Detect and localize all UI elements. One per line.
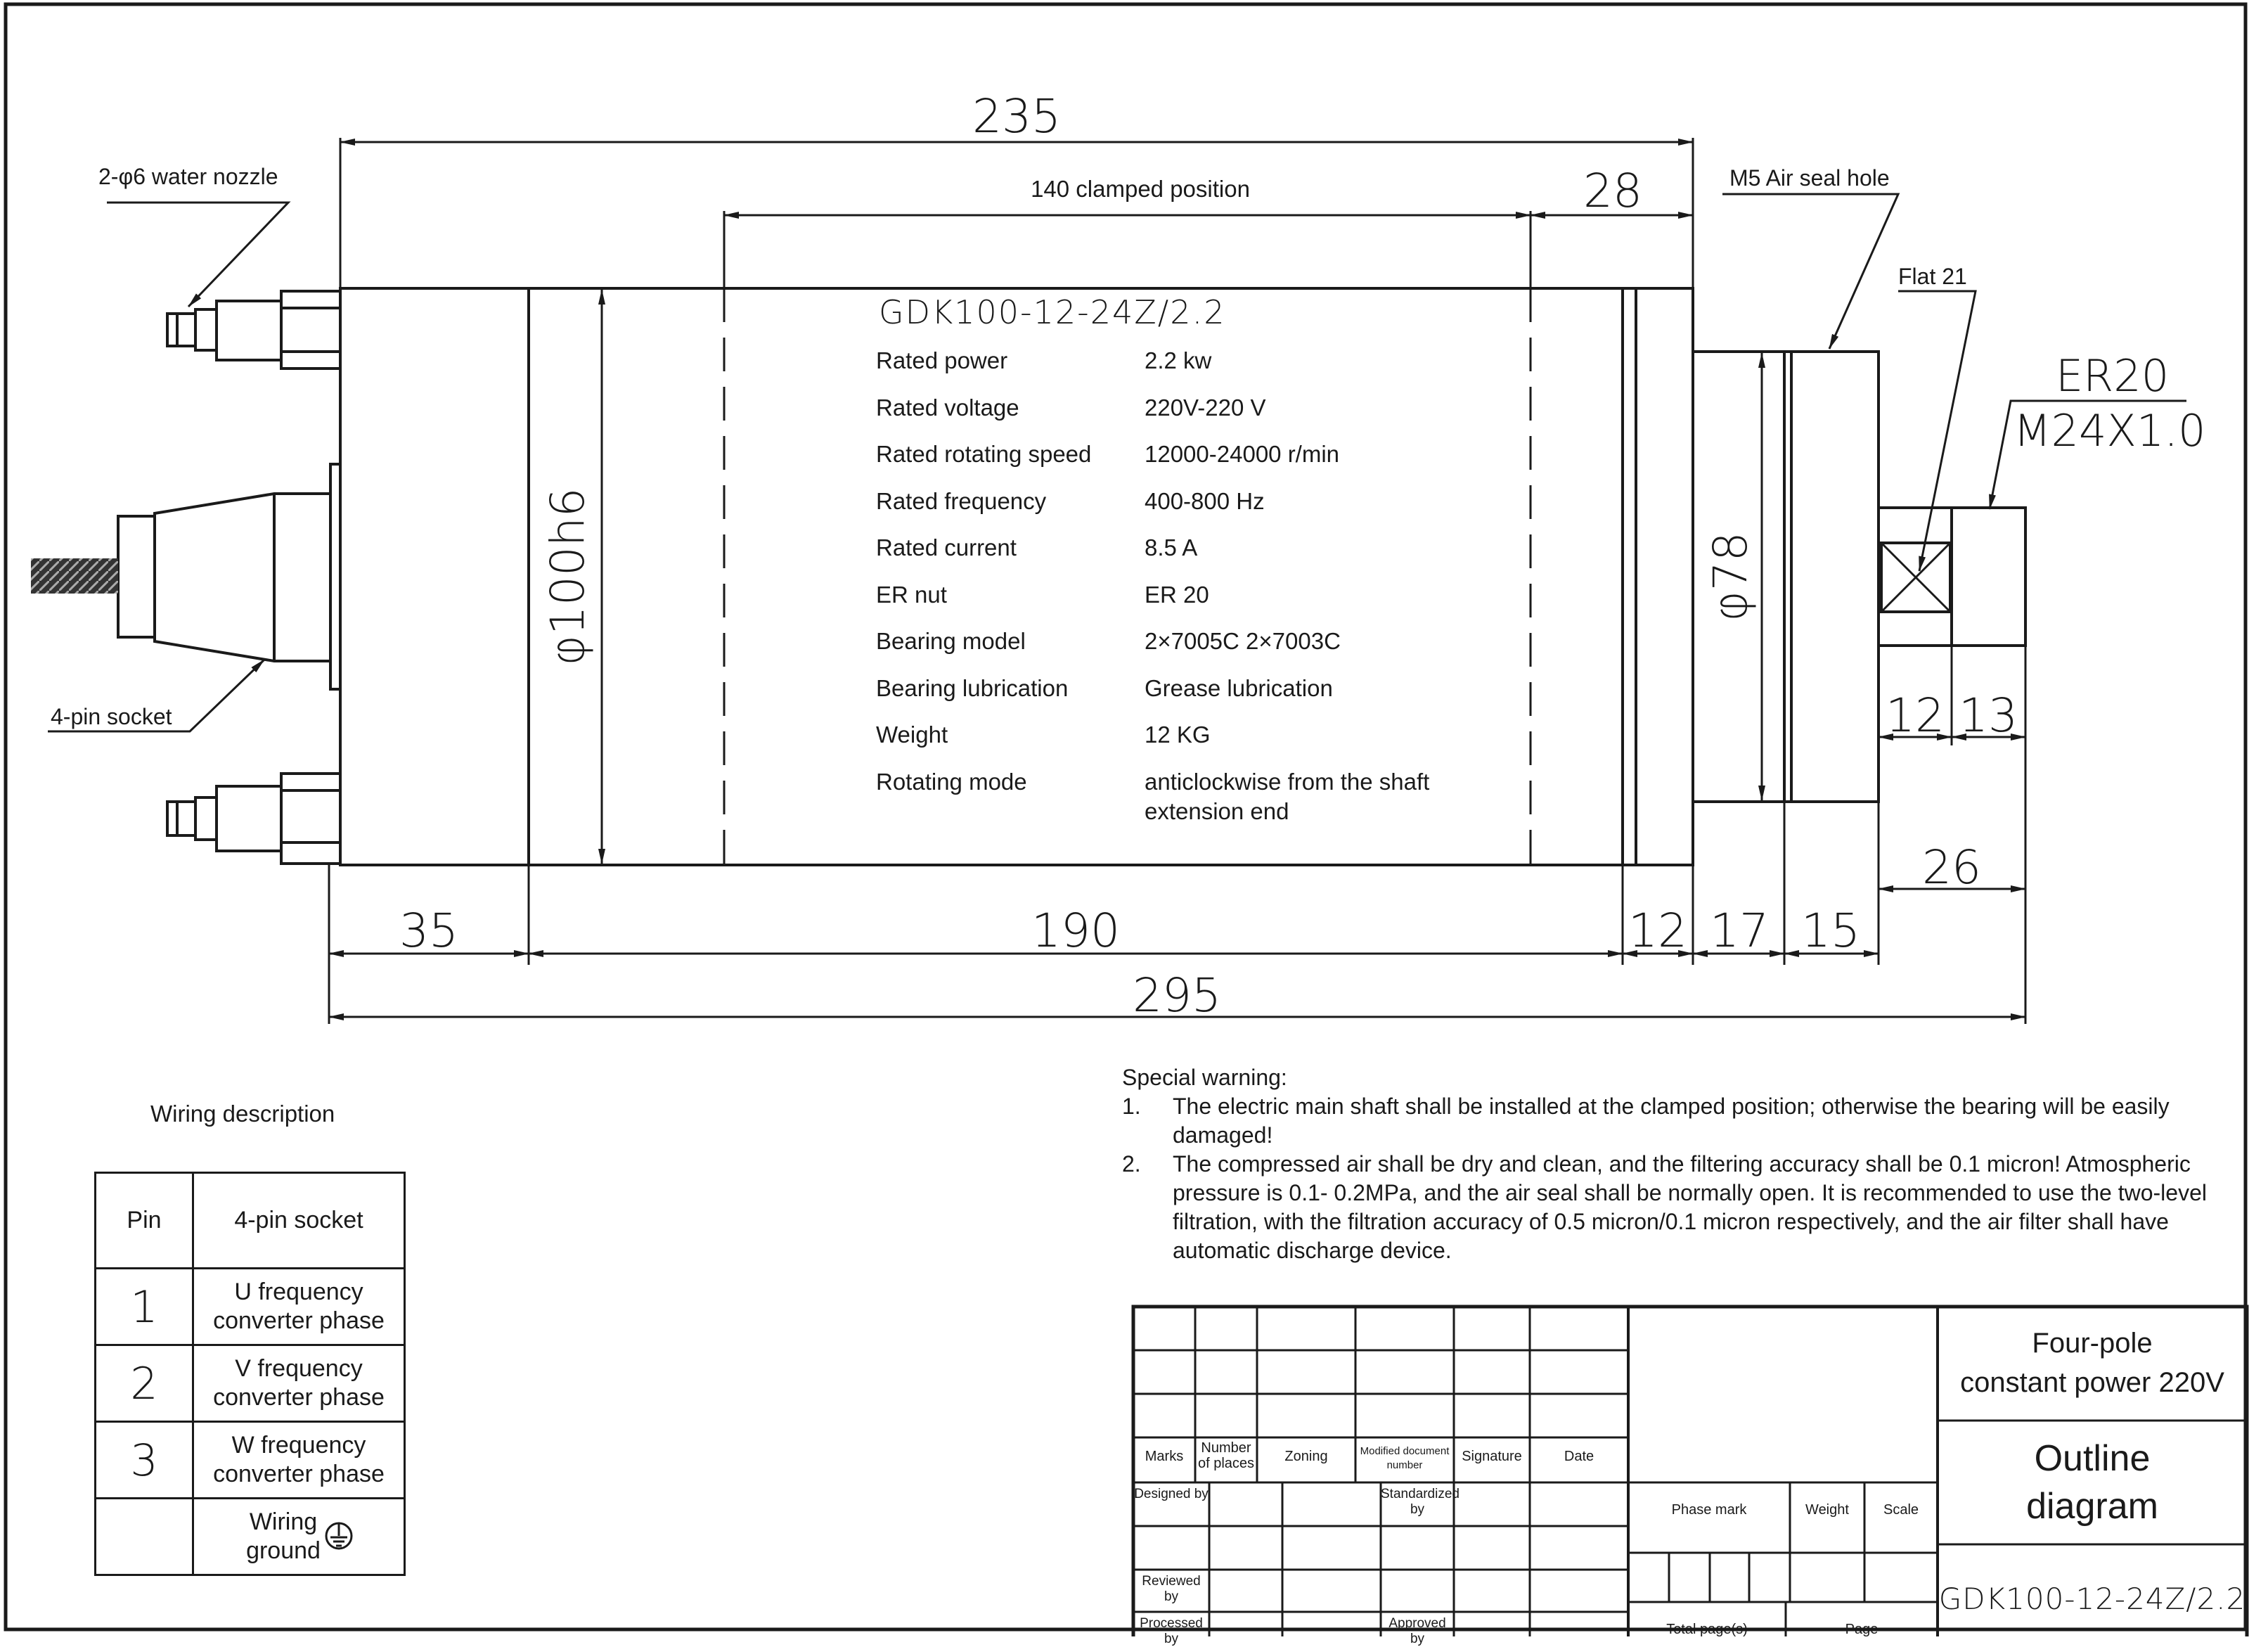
tb-places: Number of places [1197,1440,1255,1471]
dim-35: 35 [399,904,458,958]
dim-140-clamped: 140 clamped position [1031,176,1250,202]
pin-number [96,1499,193,1575]
spec-table [876,338,1468,835]
spec-value: 400-800 Hz [1145,487,1265,514]
spec-label: Weight [876,722,948,748]
spec-value: 220V-220 V [1145,394,1266,421]
spec-row [876,431,1468,478]
spec-label: Rated frequency [876,487,1047,514]
pin-description: V frequency converter phase [193,1345,405,1422]
spec-row [876,712,1468,759]
tb-signature: Signature [1462,1449,1522,1464]
spec-value: 2.2 kw [1145,347,1212,373]
spec-label: ER nut [876,581,947,608]
pin-description: W frequency converter phase [193,1422,405,1499]
socket-connector [155,494,330,661]
spec-value: 2×7005C 2×7003C [1145,628,1341,654]
spec-row [876,478,1468,525]
callout-air-seal: M5 Air seal hole [1729,165,1890,191]
tb-total-pages: Total page(s) [1666,1622,1748,1637]
tb-approved: Approved by [1388,1616,1446,1646]
warning-num: 1. [1122,1094,1141,1119]
dim-13: 13 [1959,688,2018,743]
tb-drawing-no: GDK100-12-24Z/2.2 [1938,1582,2246,1616]
dim-17: 17 [1710,904,1769,958]
tb-reviewed: Reviewed by [1142,1574,1201,1604]
spec-value: 8.5 A [1145,534,1198,560]
spec-value: 12000-24000 r/min [1145,441,1340,467]
spec-value: 12 KG [1145,722,1211,748]
tb-doc-line2: diagram [2026,1486,2158,1527]
dim-28: 28 [1583,164,1642,218]
wiring-title: Wiring description [150,1101,335,1127]
dim-295: 295 [1133,968,1221,1023]
spec-label: Rotating mode [876,768,1027,795]
tb-page: Page [1845,1622,1879,1637]
pin-number: 2 [96,1345,193,1422]
er-nut [1952,508,2025,646]
dim-15: 15 [1801,904,1860,958]
tb-phase-mark: Phase mark [1671,1502,1747,1518]
spec-row [876,385,1468,432]
model-name: GDK100-12-24Z/2.2 [879,293,1226,331]
warning-item [1122,1150,2233,1265]
tb-marks: Marks [1145,1449,1184,1464]
spec-row [876,665,1468,712]
wiring-table [94,1172,406,1576]
tb-name-line2: constant power 220V [1960,1367,2224,1398]
dim-235: 235 [972,89,1061,143]
dim-12-body: 12 [1628,904,1687,958]
ground-label: Wiring ground [246,1508,321,1564]
callout-thread: M24X1.0 [2014,405,2206,456]
wiring-header-pin: Pin [96,1173,193,1269]
dim-nose-diameter: φ78 [1703,532,1758,622]
spec-row [876,618,1468,665]
tb-doc-line1: Outline [2034,1438,2151,1479]
warning-title: Special warning: [1122,1065,1287,1090]
spec-label: Bearing model [876,628,1026,654]
warning-num: 2. [1122,1151,1141,1177]
callout-collet: ER20 [2056,350,2170,402]
rear-flange [330,464,340,689]
wiring-header-socket: 4-pin socket [193,1173,405,1269]
tb-modified: Modified document number [1360,1445,1450,1471]
tb-zoning: Zoning [1284,1449,1328,1464]
water-nozzle-bottom [167,774,340,864]
dim-190: 190 [1031,904,1120,958]
spec-row [876,525,1468,572]
spec-value: Grease lubrication [1145,674,1333,701]
tb-scale: Scale [1883,1502,1919,1518]
tb-processed: Processed by [1140,1616,1203,1646]
spec-row [876,572,1468,619]
dim-26: 26 [1922,840,1981,895]
warning-text: The electric main shaft shall be installed at the clamped position; otherwise the bearing will be easily damaged! [1173,1094,2170,1148]
pin-number: 1 [96,1269,193,1345]
dim-12-shaft: 12 [1886,688,1945,743]
dim-body-diameter: φ100h6 [541,487,595,666]
spec-label: Rated current [876,534,1017,560]
spec-label: Rated voltage [876,394,1019,421]
special-warning [1122,1063,2233,1265]
warning-text: The compressed air shall be dry and clean, and the filtering accuracy shall be 0.1 micron! Atmospheric pressure is 0.1- 0.2MPa, and the air seal shall be normally open. It is recommended to use the two-level filtration, with the filtration accuracy of 0.5 micron/0.1 micron respectively, and the air filter shall have automatic discharge device. [1173,1151,2207,1263]
tb-weight: Weight [1805,1502,1849,1518]
callout-flat: Flat 21 [1898,264,1967,289]
callout-socket: 4-pin socket [51,704,172,729]
spec-row [876,759,1468,835]
spec-value: ER 20 [1145,581,1209,608]
pin-description-ground [193,1499,405,1575]
spec-row [876,338,1468,385]
tb-designed: Designed by [1134,1487,1209,1501]
tb-date: Date [1564,1449,1594,1464]
tb-name-line1: Four-pole [2032,1328,2153,1359]
spec-label: Rated rotating speed [876,441,1092,467]
pin-description: U frequency converter phase [193,1269,405,1345]
warning-item [1122,1092,2233,1150]
callout-water-nozzle: 2-φ6 water nozzle [98,164,278,189]
spec-label: Bearing lubrication [876,674,1069,701]
spec-value: anticlockwise from the shaft extension end [1145,768,1430,824]
tb-standardized: Standardized by [1381,1487,1460,1517]
cable [31,558,118,594]
pin-number: 3 [96,1422,193,1499]
spec-label: Rated power [876,347,1008,373]
